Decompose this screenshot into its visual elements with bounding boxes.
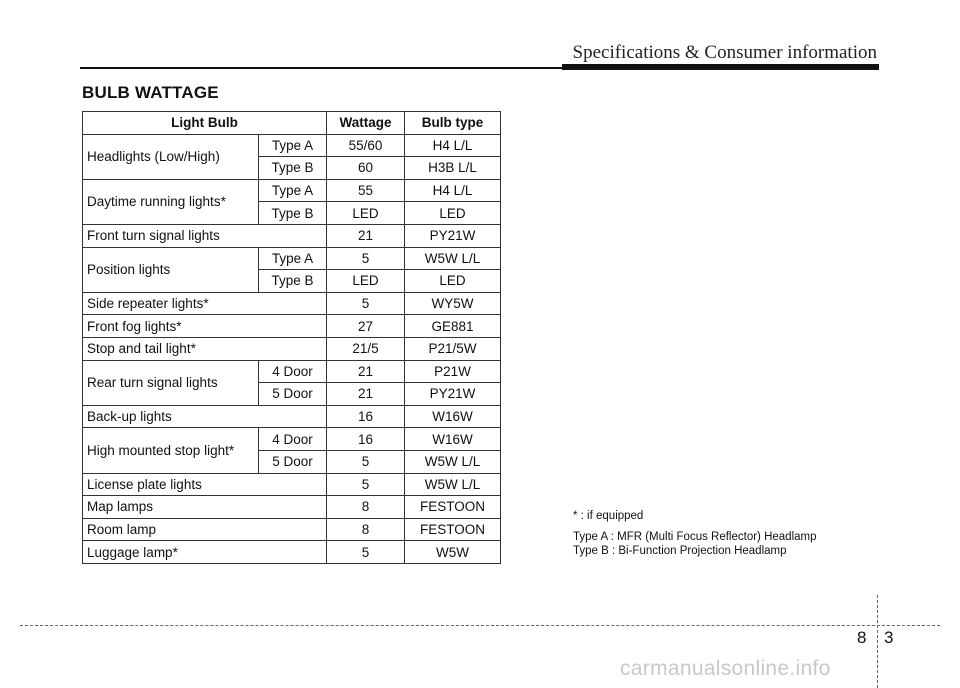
page-title: BULB WATTAGE — [82, 83, 219, 102]
wattage-cell: 21 — [327, 360, 405, 383]
column-header-wattage: Wattage — [327, 112, 405, 135]
light-bulb-name: Rear turn signal lights — [83, 360, 259, 405]
bulb-type-cell: W16W — [405, 428, 501, 451]
bulb-type-cell: LED — [405, 202, 501, 225]
light-bulb-name: Front fog lights* — [83, 315, 327, 338]
bulb-type-cell: WY5W — [405, 292, 501, 315]
bulb-type-cell: FESTOON — [405, 496, 501, 519]
bulb-type-cell: H4 L/L — [405, 134, 501, 157]
bulb-type-cell: P21/5W — [405, 337, 501, 360]
bulb-type-cell: H3B L/L — [405, 157, 501, 180]
wattage-cell: LED — [327, 202, 405, 225]
watermark: carmanualsonline.info — [620, 657, 831, 680]
light-bulb-name: Room lamp — [83, 518, 327, 541]
light-bulb-name: Luggage lamp* — [83, 541, 327, 564]
table-row — [83, 496, 501, 519]
page-number: 3 — [884, 628, 894, 647]
bulb-type-cell: W5W L/L — [405, 450, 501, 473]
variant-label: Type A — [259, 134, 327, 157]
wattage-cell: 27 — [327, 315, 405, 338]
bulb-type-cell: H4 L/L — [405, 179, 501, 202]
light-bulb-name: Back-up lights — [83, 405, 327, 428]
bulb-type-cell: GE881 — [405, 315, 501, 338]
bulb-type-cell: P21W — [405, 360, 501, 383]
wattage-cell: 8 — [327, 518, 405, 541]
table-row — [83, 134, 501, 157]
table-row — [83, 541, 501, 564]
light-bulb-name: Headlights (Low/High) — [83, 134, 259, 179]
variant-label: 4 Door — [259, 428, 327, 451]
wattage-cell: 21 — [327, 383, 405, 406]
wattage-cell: 5 — [327, 473, 405, 496]
column-header-light-bulb: Light Bulb — [83, 112, 327, 135]
table-header-row — [83, 112, 501, 135]
table-row — [83, 247, 501, 270]
table-row — [83, 315, 501, 338]
variant-label: 5 Door — [259, 383, 327, 406]
bulb-type-cell: PY21W — [405, 224, 501, 247]
table-row — [83, 428, 501, 451]
note-if-equipped: * : if equipped — [573, 510, 644, 522]
chapter-number: 8 — [857, 628, 867, 647]
light-bulb-name: License plate lights — [83, 473, 327, 496]
note-type-b: Type B : Bi-Function Projection Headlamp — [573, 545, 787, 557]
footnotes — [573, 509, 817, 558]
variant-label: Type B — [259, 157, 327, 180]
wattage-cell: 16 — [327, 428, 405, 451]
section-header: Specifications & Consumer information — [572, 42, 877, 63]
bulb-type-cell: PY21W — [405, 383, 501, 406]
light-bulb-name: Position lights — [83, 247, 259, 292]
table-row — [83, 360, 501, 383]
wattage-cell: LED — [327, 270, 405, 293]
note-type-a: Type A : MFR (Multi Focus Reflector) Headlamp — [573, 531, 817, 543]
variant-label: Type A — [259, 179, 327, 202]
bulb-wattage-table — [82, 111, 501, 564]
wattage-cell: 21 — [327, 224, 405, 247]
table-row — [83, 337, 501, 360]
light-bulb-name: Side repeater lights* — [83, 292, 327, 315]
wattage-cell: 16 — [327, 405, 405, 428]
variant-label: Type B — [259, 270, 327, 293]
light-bulb-name: Front turn signal lights — [83, 224, 327, 247]
wattage-cell: 5 — [327, 541, 405, 564]
table-row — [83, 473, 501, 496]
light-bulb-name: High mounted stop light* — [83, 428, 259, 473]
table-row — [83, 224, 501, 247]
wattage-cell: 5 — [327, 247, 405, 270]
table-row — [83, 179, 501, 202]
bulb-type-cell: W16W — [405, 405, 501, 428]
footer-rule — [20, 625, 940, 626]
bulb-type-cell: LED — [405, 270, 501, 293]
wattage-cell: 5 — [327, 450, 405, 473]
table-row — [83, 292, 501, 315]
wattage-cell: 21/5 — [327, 337, 405, 360]
page-number-divider — [877, 595, 878, 688]
variant-label: Type A — [259, 247, 327, 270]
light-bulb-name: Map lamps — [83, 496, 327, 519]
bulb-type-cell: W5W L/L — [405, 247, 501, 270]
column-header-bulb-type: Bulb type — [405, 112, 501, 135]
light-bulb-name: Stop and tail light* — [83, 337, 327, 360]
variant-label: 5 Door — [259, 450, 327, 473]
wattage-cell: 8 — [327, 496, 405, 519]
table-body — [83, 134, 501, 563]
wattage-cell: 60 — [327, 157, 405, 180]
table-row — [83, 518, 501, 541]
bulb-type-cell: W5W — [405, 541, 501, 564]
wattage-cell: 55/60 — [327, 134, 405, 157]
wattage-cell: 55 — [327, 179, 405, 202]
header-rule-accent — [562, 64, 879, 70]
table-row — [83, 405, 501, 428]
variant-label: Type B — [259, 202, 327, 225]
variant-label: 4 Door — [259, 360, 327, 383]
wattage-cell: 5 — [327, 292, 405, 315]
light-bulb-name: Daytime running lights* — [83, 179, 259, 224]
bulb-type-cell: W5W L/L — [405, 473, 501, 496]
bulb-type-cell: FESTOON — [405, 518, 501, 541]
